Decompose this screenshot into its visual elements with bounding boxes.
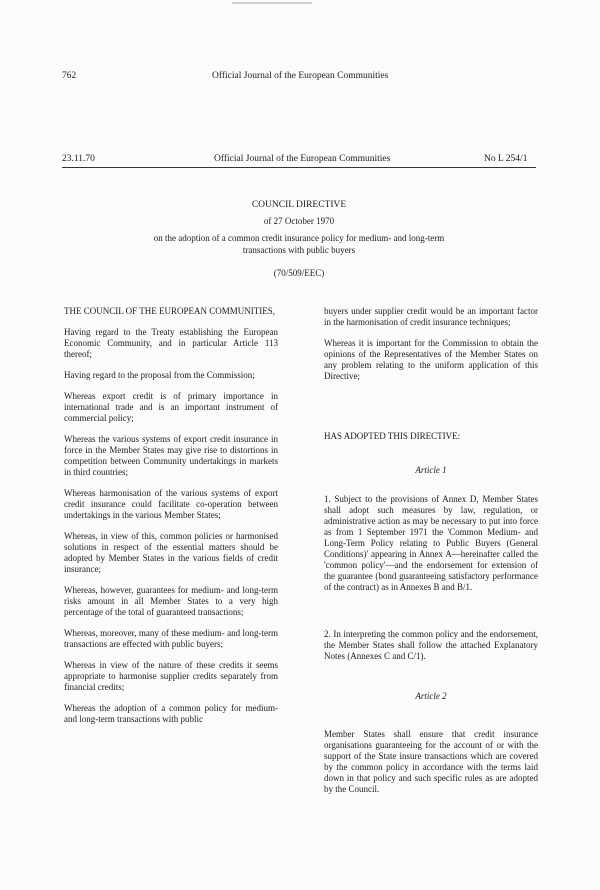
left-para-8: Whereas, however, guarantees for medium- and long-term risks amount in all Member States to a very high percentage of the total of guaranteed transactions; xyxy=(64,585,278,617)
left-para-5: Whereas the various systems of export credit insurance in force in the Member States may give rise to distortions in competition between Community undertakings in markets in third countries; xyxy=(64,434,278,477)
left-para-3: Having regard to the proposal from the Commission; xyxy=(64,370,255,380)
header-rule xyxy=(62,167,536,168)
header-date: 23.11.70 xyxy=(62,154,95,164)
article-1-para-2: 2. In interpreting the common policy and the endorsement, the Member States shall follow the attached Explanatory Notes (Annexes C and C/1). xyxy=(324,629,538,661)
top-page-number: 762 xyxy=(62,71,77,81)
left-para-1: THE COUNCIL OF THE EUROPEAN COMMUNITIES, xyxy=(64,306,275,316)
directive-subject-line1: on the adoption of a common credit insurance policy for medium- and long-term xyxy=(153,233,445,243)
left-para-7: Whereas, in view of this, common policies or harmonised solutions in respect of the essential matters should be adopted by Member States in the various fields of credit insurance; xyxy=(64,531,278,574)
article-1-heading: Article 1 xyxy=(415,465,447,475)
left-para-11: Whereas the adoption of a common policy for medium- and long-term transactions with public xyxy=(64,703,278,724)
top-journal-title: Official Journal of the European Communities xyxy=(212,71,389,81)
directive-subject-line2: transactions with public buyers xyxy=(242,245,356,255)
right-para-2: Whereas it is important for the Commission to obtain the opinions of the Representatives of the Member States on any problem relating to the uniform application of this Directive; xyxy=(324,338,538,381)
article-2-heading: Article 2 xyxy=(415,691,447,701)
article-1-section xyxy=(324,494,538,593)
article-1-para-1: 1. Subject to the provisions of Annex D, Member States shall adopt such measures by law, regulation, or administrative action as may be necessary to put into force as from 1 September 1971 the 'Common Medium- and Long-Term Policy relating to Public Buyers (General Conditions)' appearing in Annex A—hereinafter called the 'common policy'—and the endorsement for extension of the guarantee (bond guaranteeing satisfactory performance of the contract) as in Annexes B and B/1. xyxy=(324,494,538,592)
left-para-6: Whereas harmonisation of the various systems of export credit insurance could facilitate co-operation between undertakings in the various Member States; xyxy=(64,488,278,520)
left-para-10: Whereas in view of the nature of these credits it seems appropriate to harmonise supplier credits separately from financial credits; xyxy=(64,660,278,692)
directive-number: (70/509/EEC) xyxy=(273,268,325,278)
scan-mark xyxy=(232,2,312,4)
directive-heading: COUNCIL DIRECTIVE xyxy=(251,200,347,210)
header-journal-title: Official Journal of the European Communities xyxy=(214,154,391,164)
directive-date: of 27 October 1970 xyxy=(263,216,335,226)
left-column xyxy=(64,306,278,725)
article-2-section xyxy=(324,729,538,795)
left-para-9: Whereas, moreover, many of these medium- and long-term transactions are effected with public buyers; xyxy=(64,628,278,649)
header-reference: No L 254/1 xyxy=(484,154,528,164)
article-1-para-2-block xyxy=(324,629,538,662)
article-2-para-1: Member States shall ensure that credit insurance organisations guaranteeing for the account of or with the support of the State insure transactions which are covered by the common policy in accordance with the terms laid down in that policy and such specific rules as are adopted by the Council. xyxy=(324,729,538,794)
left-para-4: Whereas export credit is of primary importance in international trade and is an important instrument of commercial policy; xyxy=(64,391,278,423)
right-column-top xyxy=(324,306,538,382)
right-para-1: buyers under supplier credit would be an important factor in the harmonisation of credit insurance techniques; xyxy=(324,306,538,327)
left-para-2: Having regard to the Treaty establishing the European Economic Community, and in particular Article 113 thereof; xyxy=(64,327,278,359)
adopted-heading: HAS ADOPTED THIS DIRECTIVE: xyxy=(324,431,461,441)
